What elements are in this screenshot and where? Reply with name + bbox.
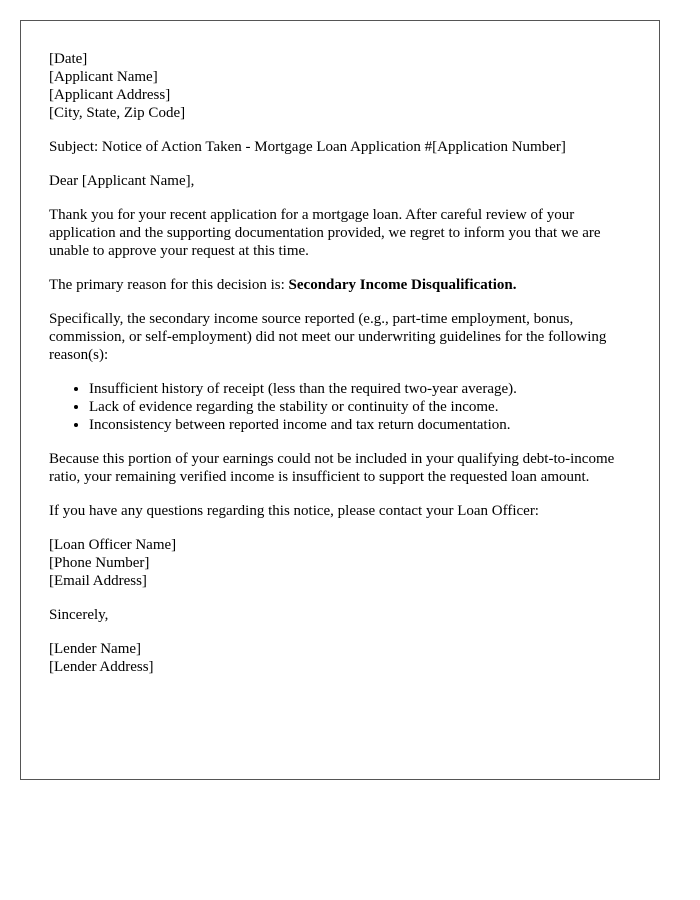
list-item: • Lack of evidence regarding the stability or continuity of the income. bbox=[89, 398, 631, 416]
city-state-zip-line: [City, State, Zip Code] bbox=[49, 105, 186, 121]
intro-paragraph: Thank you for your recent application for a mortgage loan. After careful review of your application and the supporting documentation provided, we regret to inform you that we are unable to approve your request at this time. bbox=[49, 207, 601, 259]
contact-paragraph: If you have any questions regarding this notice, please contact your Loan Officer: bbox=[49, 503, 539, 519]
reason-bold: Secondary Income Disqualification. bbox=[288, 277, 517, 293]
subject-line: Subject: Notice of Action Taken - Mortgage Loan Application #[Application Number] bbox=[49, 139, 566, 155]
date-line: [Date] bbox=[49, 51, 88, 67]
list-item: • Inconsistency between reported income and tax return documentation. bbox=[89, 416, 631, 434]
reasons-list bbox=[49, 380, 631, 434]
loan-officer-email: [Email Address] bbox=[49, 573, 147, 589]
reason-prefix: The primary reason for this decision is: bbox=[49, 277, 289, 293]
loan-officer-name: [Loan Officer Name] bbox=[49, 537, 177, 553]
lender-address: [Lender Address] bbox=[49, 659, 154, 675]
reason-paragraph bbox=[49, 276, 631, 294]
consequence-paragraph: Because this portion of your earnings could not be included in your qualifying debt-to-income ratio, your remaining verified income is insufficient to support the requested loan amount. bbox=[49, 451, 615, 485]
recipient-header bbox=[49, 50, 631, 122]
list-item: • Insufficient history of receipt (less than the required two-year average). bbox=[89, 380, 631, 398]
loan-officer-phone: [Phone Number] bbox=[49, 555, 150, 571]
closing: Sincerely, bbox=[49, 607, 109, 623]
lender-name: [Lender Name] bbox=[49, 641, 142, 657]
letter-page bbox=[20, 20, 660, 780]
salutation: Dear [Applicant Name], bbox=[49, 173, 195, 189]
applicant-name-line: [Applicant Name] bbox=[49, 69, 158, 85]
applicant-address-line: [Applicant Address] bbox=[49, 87, 171, 103]
lender-block bbox=[49, 640, 631, 676]
loan-officer-block bbox=[49, 536, 631, 590]
specifics-paragraph: Specifically, the secondary income source reported (e.g., part-time employment, bonus, commission, or self-employment) did not meet our underwriting guidelines for the following reason(s): bbox=[49, 311, 607, 363]
